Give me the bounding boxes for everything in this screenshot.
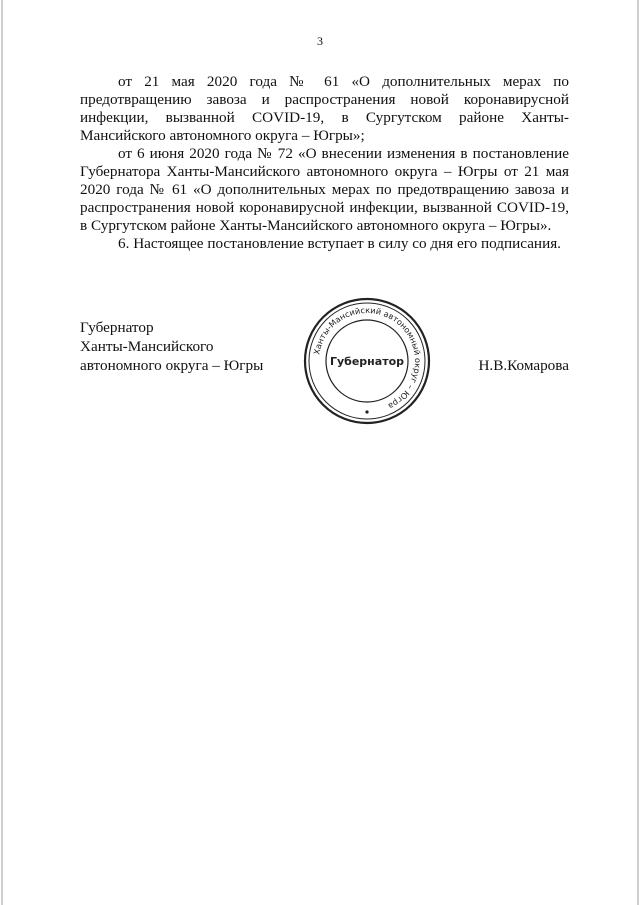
signatory-title-line: Ханты-Мансийского bbox=[80, 338, 214, 355]
signature-block bbox=[80, 304, 569, 428]
signatory-title-line: автономного округа – Югры bbox=[80, 357, 264, 374]
scan-edge-left bbox=[1, 0, 3, 905]
signatory-title bbox=[80, 318, 263, 375]
page-number: 3 bbox=[317, 34, 323, 48]
paragraph-decree-61: от 21 мая 2020 года № 61 «О дополнительных мерах по предотвращению завоза и распространения новой коронавирусной инфекции, вызванной COVID-19, в Сургутском районе Ханты-Мансийского автономного округа – Югры»; bbox=[80, 73, 569, 144]
scan-edge-right bbox=[637, 0, 639, 905]
seal-ring-textpath: Ханты-Мансийский автономный округ – Югра bbox=[311, 304, 424, 412]
seal-center-text: Губернатор bbox=[329, 355, 405, 368]
document-body bbox=[80, 73, 569, 253]
paragraph-decree-72: от 6 июня 2020 года № 72 «О внесении изменения в постановление Губернатора Ханты-Мансийского автономного округа – Югры от 21 мая 2020 года № 61 «О дополнительных мерах по предотвращению завоза и распространения новой коронавирусной инфекции, вызванной COVID-19, в Сургутском районе Ханты-Мансийского автономного округа – Югры». bbox=[80, 145, 569, 234]
signatory-name: Н.В.Комарова bbox=[478, 357, 569, 374]
signatory-title-line: Губернатор bbox=[80, 319, 154, 336]
official-seal bbox=[302, 296, 432, 426]
seal-dot bbox=[365, 410, 368, 413]
paragraph-item-6: 6. Настоящее постановление вступает в силу со дня его подписания. bbox=[118, 235, 561, 252]
